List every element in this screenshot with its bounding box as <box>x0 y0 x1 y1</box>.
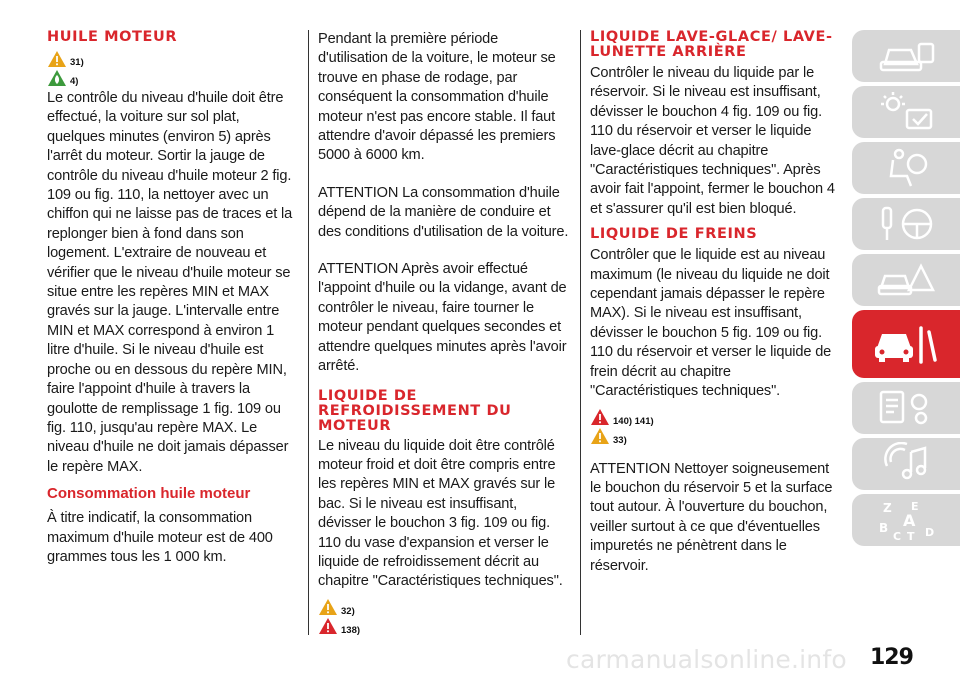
car-breakdown-icon <box>871 258 941 302</box>
column-divider <box>308 30 309 635</box>
warning-ref[interactable] <box>318 598 570 617</box>
svg-text:E: E <box>911 500 919 513</box>
svg-text:A: A <box>903 511 916 530</box>
section-title-liquide-freins: LIQUIDE DE FREINS <box>590 226 758 243</box>
warning-ref[interactable] <box>590 408 840 427</box>
specifications-gears-icon <box>871 386 941 430</box>
tab-alphabetical-index[interactable] <box>852 494 960 546</box>
column-2 <box>318 30 570 638</box>
multimedia-icon <box>871 442 941 486</box>
tab-car-dashboard[interactable] <box>852 30 960 82</box>
tab-seat-airbag[interactable] <box>852 142 960 194</box>
danger-triangle-icon <box>318 617 338 635</box>
svg-text:D: D <box>925 526 935 539</box>
svg-text:B: B <box>879 521 889 535</box>
svg-text:T: T <box>907 530 915 542</box>
warning-ref-label: 32) <box>341 605 355 617</box>
watermark: carmanualsonline.info <box>566 645 847 674</box>
body-text: Pendant la première période d'utilisation de la voiture, le moteur se trouve en phase de rodage, par conséquent la consommation d'huile moteur n'est pas encore stable. Il faut attendre d'avoir dépassé les premiers 5000 à 6000 km. <box>318 31 556 164</box>
section-title-liquide-refroidissement: LIQUIDE DE REFROIDISSEMENT DU MOTEUR <box>318 387 512 434</box>
key-steering-wheel-icon <box>871 202 941 246</box>
car-dashboard-icon <box>871 34 941 78</box>
danger-triangle-icon <box>590 408 610 426</box>
warning-ref-label: 33) <box>613 434 627 446</box>
svg-text:C: C <box>893 530 902 542</box>
section-title-lave-glace: LIQUIDE LAVE-GLACE/ LAVE-LUNETTE ARRIÈRE <box>590 29 833 60</box>
body-text: ATTENTION La consommation d'huile dépend de la manière de conduire et des conditions d'utilisation de la voiture. <box>318 184 569 240</box>
body-text: ATTENTION Nettoyer soigneusement le bouchon du réservoir 5 et la surface tout autour. À l'ouverture du bouchon, veiller surtout à ce que d'éventuelles impuretés ne pénètrent dans le réservoir. <box>590 460 833 574</box>
environment-triangle-icon <box>47 69 67 87</box>
subsection-title: Consommation huile moteur <box>47 485 251 503</box>
alphabetical-index-icon <box>871 498 941 542</box>
warning-ref-label: 4) <box>70 76 79 87</box>
warning-lights-icon <box>871 90 941 134</box>
tab-car-maintenance[interactable] <box>852 310 960 378</box>
warning-triangle-icon <box>47 50 67 68</box>
warning-ref[interactable] <box>590 427 840 446</box>
warning-refs <box>318 598 570 636</box>
tab-key-steering[interactable] <box>852 198 960 250</box>
warning-ref-label: 31) <box>70 57 84 68</box>
warning-refs <box>590 408 840 446</box>
body-text: Contrôler le niveau du liquide par le réservoir. Si le niveau est insuffisant, dévisser le bouchon 4 fig. 109 ou fig. 110 du réservoir et verser le liquide lave-glace décrit au chapitre "Caractéristiques techniques". Après avoir fait l'appoint, fermer le bouchon 4 et s'assurer qu'il est bien bloqué. <box>590 65 835 217</box>
column-1 <box>47 30 297 567</box>
warning-ref-label: 138) <box>341 624 361 636</box>
column-3 <box>590 30 840 576</box>
warning-ref-label: 140) 141) <box>613 415 654 427</box>
warning-refs <box>47 49 297 87</box>
body-text: Le niveau du liquide doit être contrôlé moteur froid et doit être compris entre les repères MIN et MAX gravés sur le bac. Si le niveau est insuffisant, dévisser le bouchon 3 fig. 109 ou fig. 110 du vase d'expansion et verser le liquide de refroidissement décrit au chapitre "Caractéristiques techniques". <box>318 437 563 590</box>
car-maintenance-icon <box>871 322 941 366</box>
chapter-tabs <box>852 30 960 550</box>
body-text: À titre indicatif, la consommation maximum d'huile moteur est de 400 grammes tous les 1 000 km. <box>47 510 273 565</box>
warning-triangle-icon <box>318 598 338 616</box>
page-number: 129 <box>870 645 913 670</box>
section-title-huile-moteur: HUILE MOTEUR <box>47 29 178 45</box>
tab-specifications[interactable] <box>852 382 960 434</box>
body-text: Le contrôle du niveau d'huile doit être effectué, la voiture sur sol plat, quelques minutes (environ 5) après l'arrêt du moteur. Sortir la jauge de contrôle du niveau d'huile moteur 2 fig. 109 ou fig. 110, la nettoyer avec un chiffon qui ne laisse pas de traces et la replonger bien à fond dans son logement. L'extraire de nouveau et vérifier que le niveau d'huile moteur se situe entre les repères MIN et MAX gravés sur la jauge. L'intervalle entre MIN et MAX correspond à environ 1 litre d'huile. Si le niveau d'huile est proche ou en dessous du repère MIN, faire l'appoint d'huile à travers la goulotte de remplissage 1 fig. 109 ou fig. 110, jusqu'au repère MAX. Le niveau d'huile ne doit jamais dépasser le repère MAX. <box>47 90 293 475</box>
warning-ref[interactable] <box>47 49 297 68</box>
column-divider <box>580 30 581 635</box>
warning-ref[interactable] <box>47 68 297 87</box>
body-text: ATTENTION Après avoir effectué l'appoint d'huile ou la vidange, avant de contrôler le niveau, faire tourner le moteur pendant quelques secondes et attendre quelques minutes après l'avoir arrêté. <box>318 261 567 375</box>
warning-triangle-icon <box>590 427 610 445</box>
svg-text:Z: Z <box>883 501 892 515</box>
tab-car-breakdown[interactable] <box>852 254 960 306</box>
warning-ref[interactable] <box>318 617 570 636</box>
body-text: Contrôler que le liquide est au niveau maximum (le niveau du liquide ne doit cependant jamais dépasser le repère MAX). Si le niveau est insuffisant, dévisser le bouchon 5 fig. 109 ou fig. 110 du réservoir et verser le liquide de frein décrit au chapitre "Caractéristiques techniques". <box>590 247 832 400</box>
seat-airbag-icon <box>871 146 941 190</box>
tab-multimedia[interactable] <box>852 438 960 490</box>
tab-warning-lights[interactable] <box>852 86 960 138</box>
